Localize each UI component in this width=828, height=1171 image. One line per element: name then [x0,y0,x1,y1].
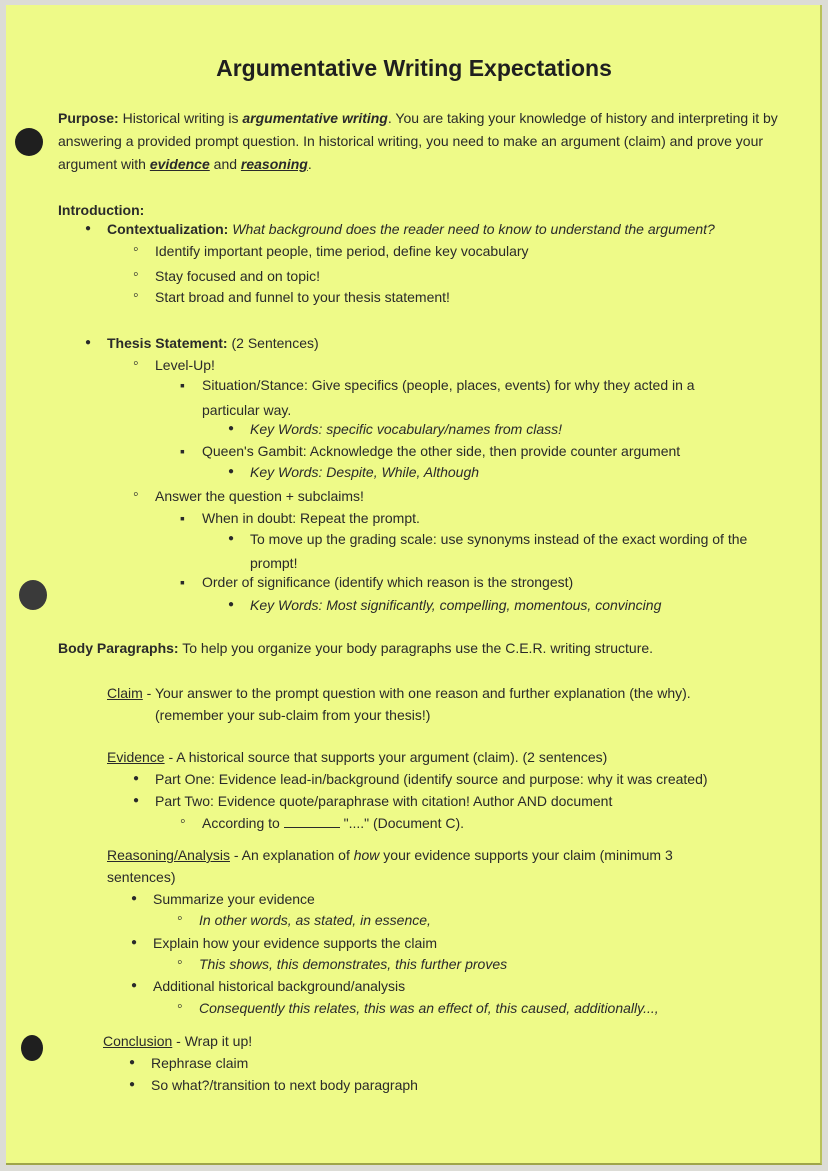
order-item: ▪ Order of significance (identify which reason is the strongest) [202,573,573,591]
according-to-item: ◦ According to "...." (Document C). [202,814,464,832]
situation-keywords: ● Key Words: specific vocabulary/names from class! [250,420,562,438]
additional-item: ● Additional historical background/analysis [153,977,405,995]
summarize-item: ● Summarize your evidence [153,890,315,908]
explain-item: ● Explain how your evidence supports the claim [153,934,437,952]
doubt-item: ▪ When in doubt: Repeat the prompt. [202,509,420,527]
thesis-item: ● Thesis Statement: (2 Sentences) [107,334,319,352]
so-what-item: ● So what?/transition to next body paragraph [151,1076,418,1094]
claim-line: Claim - Your answer to the prompt question with one reason and further explanation (the why). [107,685,691,701]
answer-item: ◦ Answer the question + subclaims! [155,487,364,505]
reasoning-line-cont: sentences) [107,869,176,885]
purpose-text-2: . You are taking your knowledge of history and interpreting it by answering a provided prompt question. In historical writing, you need to make an argument (claim) and prove your argument with [58,110,778,172]
summarize-example: ◦ In other words, as stated, in essence, [199,911,431,929]
purpose-emphasis-evidence: evidence [149,156,210,172]
contextualization-item: ● Contextualization: What background does the reader need to know to understand the argument? [107,220,715,238]
levelup-item: ◦ Level-Up! [155,356,215,374]
grading-item-cont: prompt! [250,555,298,571]
page-title: Argumentative Writing Expectations [216,55,612,81]
claim-note: (remember your sub-claim from your thesis!) [155,707,431,723]
order-keywords: ● Key Words: Most significantly, compelling, momentous, convincing [250,596,661,614]
purpose-text-4: . [307,156,312,172]
fill-in-blank [284,815,340,828]
situation-item-cont: particular way. [202,402,292,418]
evidence-line: Evidence - A historical source that supports your argument (claim). (2 sentences) [107,749,608,765]
punch-hole-bottom [21,1035,43,1061]
purpose-text-3: and [209,156,241,172]
rephrase-item: ● Rephrase claim [151,1054,248,1072]
grading-item: ● To move up the grading scale: use synonyms instead of the exact wording of the [250,530,747,548]
evidence-part-two: ● Part Two: Evidence quote/paraphrase with citation! Author AND document [155,792,612,810]
queens-keywords: ● Key Words: Despite, While, Although [250,463,479,481]
purpose-paragraph [58,107,788,176]
reasoning-line: Reasoning/Analysis - An explanation of how your evidence supports your claim (minimum 3 [107,847,673,863]
context-sub-item: ◦ Start broad and funnel to your thesis statement! [155,288,450,306]
purpose-emphasis-reasoning: reasoning [240,156,308,172]
purpose-text-1: Historical writing is [118,110,243,126]
purpose-label: Purpose: [58,110,119,126]
conclusion-line: Conclusion - Wrap it up! [103,1033,253,1049]
explain-example: ◦ This shows, this demonstrates, this further proves [199,955,507,973]
purpose-emphasis-argumentative: argumentative writing [242,110,388,126]
context-sub-item: ◦ Identify important people, time period, define key vocabulary [155,242,529,260]
queens-gambit-item: ▪ Queen's Gambit: Acknowledge the other side, then provide counter argument [202,442,680,460]
punch-hole-top [15,128,43,156]
punch-hole-middle [19,580,47,610]
situation-item: ▪ Situation/Stance: Give specifics (people, places, events) for why they acted in a [202,376,695,394]
evidence-part-one: ● Part One: Evidence lead-in/background (identify source and purpose: why it was created) [155,770,708,788]
context-sub-item: ◦ Stay focused and on topic! [155,267,320,285]
body-paragraphs-intro: Body Paragraphs: To help you organize your body paragraphs use the C.E.R. writing structure. [58,640,654,656]
introduction-heading: Introduction: [58,202,145,218]
additional-example: ◦ Consequently this relates, this was an effect of, this caused, additionally..., [199,999,659,1017]
